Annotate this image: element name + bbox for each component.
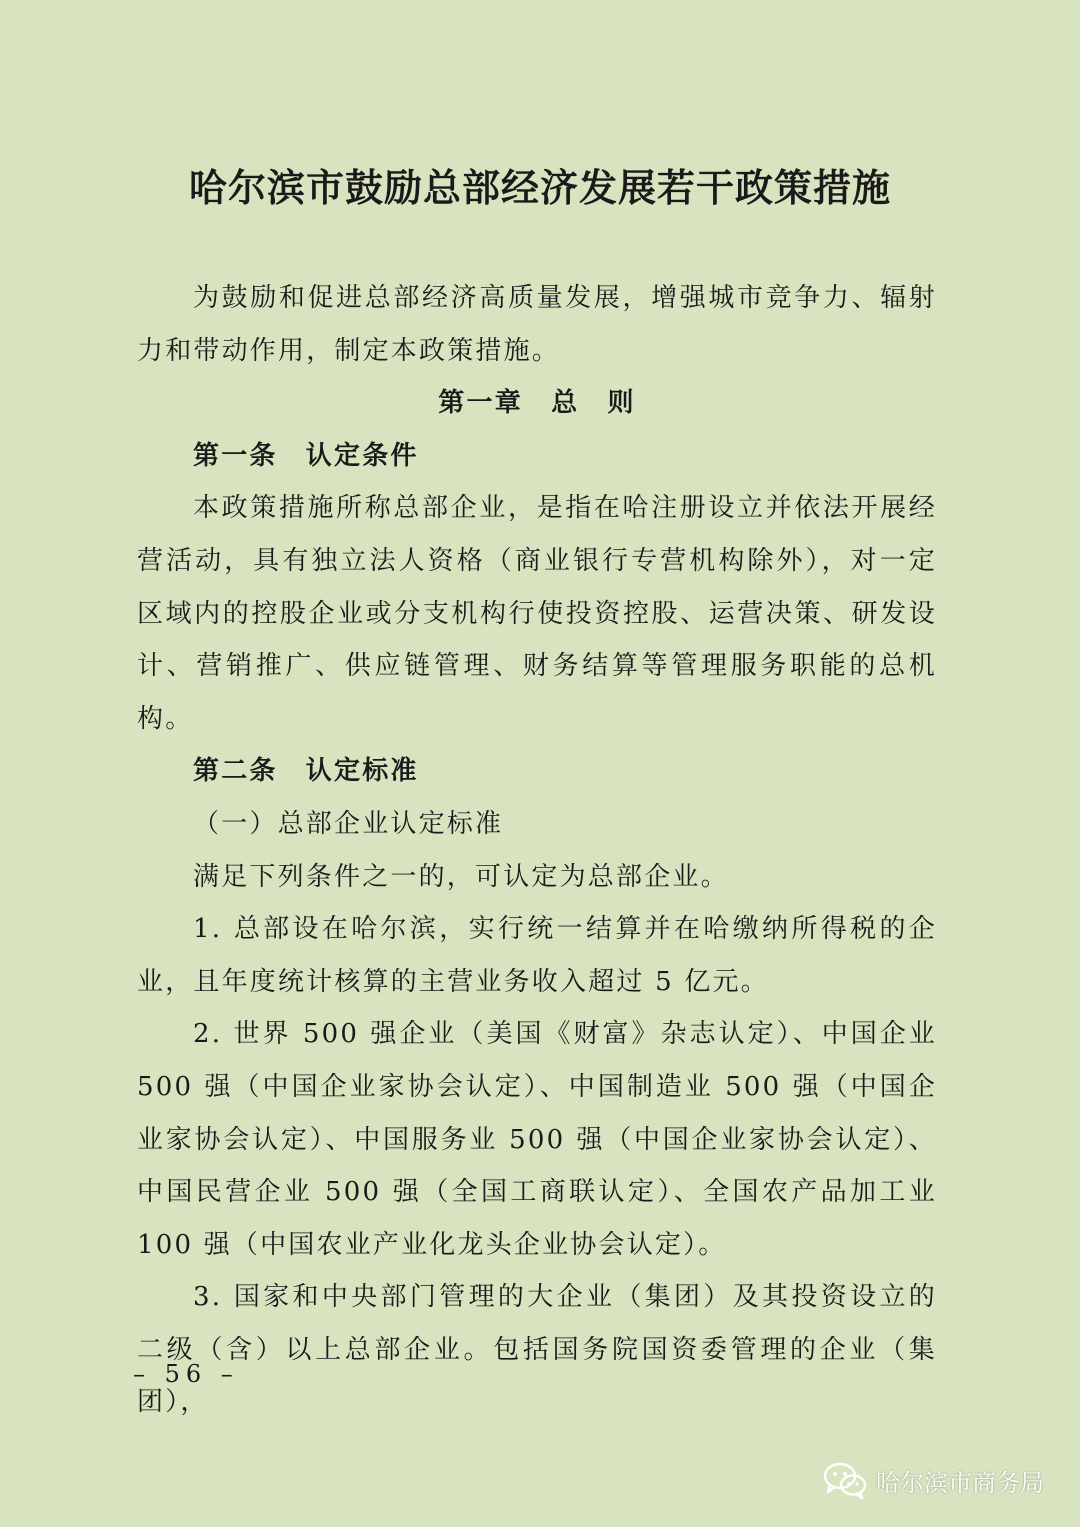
article-1-heading: 第一条 认定条件 [193, 440, 419, 471]
article-1-paragraph: 本政策措施所称总部企业，是指在哈注册设立并依法开展经营活动，具有独立法人资格（商业银行专营机构除外），对一定区域内的控股企业或分支机构行使投资控股、运营决策、研发设计、营销推广、供应链管理、财务结算等管理服务职能的总机构。 [137, 493, 937, 734]
watermark-label: 哈尔滨市商务局 [876, 1468, 1044, 1497]
page-number: – 56 – [133, 1360, 239, 1388]
criteria-item-3: 3. 国家和中央部门管理的大企业（集团）及其投资设立的二级（含）以上总部企业。包括国务院国资委管理的企业（集团）， [137, 1282, 937, 1418]
document-body [137, 272, 937, 1429]
wechat-icon [822, 1460, 868, 1500]
criteria-item-2: 2. 世界 500 强企业（美国《财富》杂志认定）、中国企业 500 强（中国企业家协会认定）、中国制造业 500 强（中国企业家协会认定）、中国服务业 500 强（中国企业家协会认定）、中国民营企业 500 强（全国工商联认定）、全国农产品加工业 100 强（中国农业产业化龙头企业协会认定）。 [137, 1019, 937, 1260]
criteria-intro: 满足下列条件之一的，可认定为总部企业。 [193, 861, 729, 892]
section-heading: （一）总部企业认定标准 [193, 808, 504, 839]
document-title: 哈尔滨市鼓励总部经济发展若干政策措施 [188, 165, 891, 210]
intro-paragraph: 为鼓励和促进总部经济高质量发展，增强城市竞争力、辐射力和带动作用，制定本政策措施。 [137, 283, 937, 366]
criteria-item-1: 1. 总部设在哈尔滨，实行统一结算并在哈缴纳所得税的企业，且年度统计核算的主营业务收入超过 5 亿元。 [137, 914, 937, 997]
wechat-watermark [822, 1460, 1044, 1500]
article-2-heading: 第二条 认定标准 [193, 756, 419, 787]
chapter-heading: 第一章 总 则 [438, 388, 636, 419]
